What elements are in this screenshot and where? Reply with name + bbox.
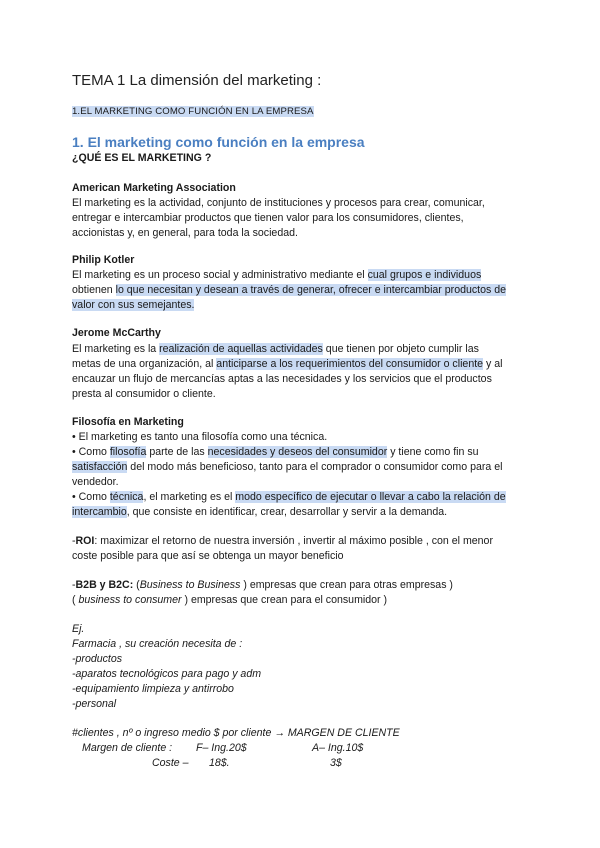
question-heading: ¿QUÉ ES EL MARKETING ? [72,152,212,164]
example-line-3: -productos [72,653,123,665]
b2b-line-1 [72,578,453,593]
example-line-5: -equipamiento limpieza y antirrobo [72,683,234,695]
filosofia-text: del modo más beneficioso, tanto para el comprador o consumidor como para el [127,461,503,473]
mccarthy-text: que tienen por objeto cumplir las [322,343,479,355]
b2b-text: ) empresas que crean para el consumidor ) [181,594,388,606]
filosofia-highlight: intercambio [72,506,127,518]
filosofia-text: y tiene como fin su [387,446,479,458]
filosofia-text: • Como [72,446,110,458]
margin-row-2-a: 3$ [330,757,342,769]
mccarthy-line-2 [72,357,502,372]
mccarthy-highlight: realización de aquellas actividades [159,343,323,355]
filosofia-bullet-3 [72,490,506,505]
margin-row-1-a: A– Ing.10$ [312,742,364,754]
filosofia-bullet-2-cont [72,460,502,475]
filosofia-bullet-1: • El marketing es tanto una filosofía como una técnica. [72,431,328,443]
section-heading-text: 1.EL MARKETING COMO FUNCIÓN EN LA EMPRESA [72,106,314,117]
mccarthy-text: y al [483,358,503,370]
mccarthy-line-3: encauzar un flujo de mercancías aptas a las necesidades y los servicios que el productos [72,373,492,385]
b2b-text: ( [136,579,140,591]
filosofia-bullet-3-cont [72,505,447,520]
kotler-text: obtienen [72,284,116,296]
kotler-line-2 [72,283,506,298]
filosofia-text: parte de las [146,446,208,458]
filosofia-highlight: necesidades y deseos del consumidor [207,446,388,458]
example-line-2: Farmacia , su creación necesita de : [72,638,243,650]
margin-row-1-f: F– Ing.20$ [196,742,247,754]
ama-line-1: El marketing es la actividad, conjunto de instituciones y procesos para crear, comunicar, [72,197,485,209]
mccarthy-title: Jerome McCarthy [72,327,161,339]
roi-prefix: - [72,535,76,547]
filosofia-bullet-2 [72,445,479,460]
example-line-1: Ej. [72,623,85,635]
kotler-text: El marketing es un proceso social y administrativo mediante el [72,269,368,281]
example-line-4: -aparatos tecnológicos para pago y adm [72,668,262,680]
roi-label: ROI [75,535,95,547]
filosofia-text: , que consiste en identificar, crear, desarrollar y servir a la demanda. [126,506,448,518]
roi-line-1 [72,534,493,549]
ama-title: American Marketing Association [72,182,236,194]
ama-line-3: accionistas y, en general, para toda la sociedad. [72,227,298,239]
margin-row-1-label: Margen de cliente : [82,742,173,754]
kotler-highlight: valor con sus semejantes. [72,299,195,311]
filosofia-highlight: satisfacción [72,461,128,473]
b2b-text: ) empresas que crean para otras empresas ) [240,579,453,591]
ama-line-2: entregar e intercambiar productos que tienen valor para los consumidores, clientes, [72,212,464,224]
heading-1: 1. El marketing como función en la empresa [72,134,365,150]
page-title: TEMA 1 La dimensión del marketing : [72,72,322,89]
margin-row-2-label: Coste – [152,757,189,769]
kotler-line-1 [72,268,481,283]
filosofia-highlight: técnica [109,491,144,503]
filosofia-highlight: filosofía [109,446,147,458]
roi-line-2: coste posible para que así se obtenga un mayor beneficio [72,550,344,562]
filosofia-bullet-2-end: vendedor. [72,476,119,488]
kotler-line-3 [72,298,194,313]
section-heading [72,106,314,117]
b2b-prefix: - [72,579,76,591]
margin-heading: #clientes , nº o ingreso medio $ por cliente → MARGEN DE CLIENTE [72,727,400,739]
b2b-label: B2B y B2C: [75,579,137,591]
mccarthy-text: metas de una organización, al [72,358,217,370]
roi-text: : maximizar el retorno de nuestra inversión , invertir al máximo posible , con el menor [94,535,493,547]
mccarthy-line-1 [72,342,479,357]
filosofia-title: Filosofía en Marketing [72,416,184,428]
b2b-line-2 [72,593,387,608]
filosofia-highlight: modo específico de ejecutar o llevar a cabo la relación de [235,491,506,503]
filosofia-text: , el marketing es el [143,491,236,503]
b2b-italic: business to consumer [78,594,182,606]
mccarthy-line-4: presta al consumidor o cliente. [72,388,216,400]
margin-row-2-f: 18$. [209,757,230,769]
kotler-highlight: lo que necesitan y desean a través de generar, ofrecer e intercambiar productos de [115,284,507,296]
kotler-title: Philip Kotler [72,254,135,266]
kotler-highlight: cual grupos e individuos [367,269,482,281]
mccarthy-highlight: anticiparse a los requerimientos del consumidor o cliente [216,358,484,370]
b2b-italic: Business to Business [139,579,241,591]
filosofia-text: • Como [72,491,110,503]
b2b-text: ( [72,594,79,606]
mccarthy-text: El marketing es la [72,343,160,355]
example-line-6: -personal [72,698,117,710]
